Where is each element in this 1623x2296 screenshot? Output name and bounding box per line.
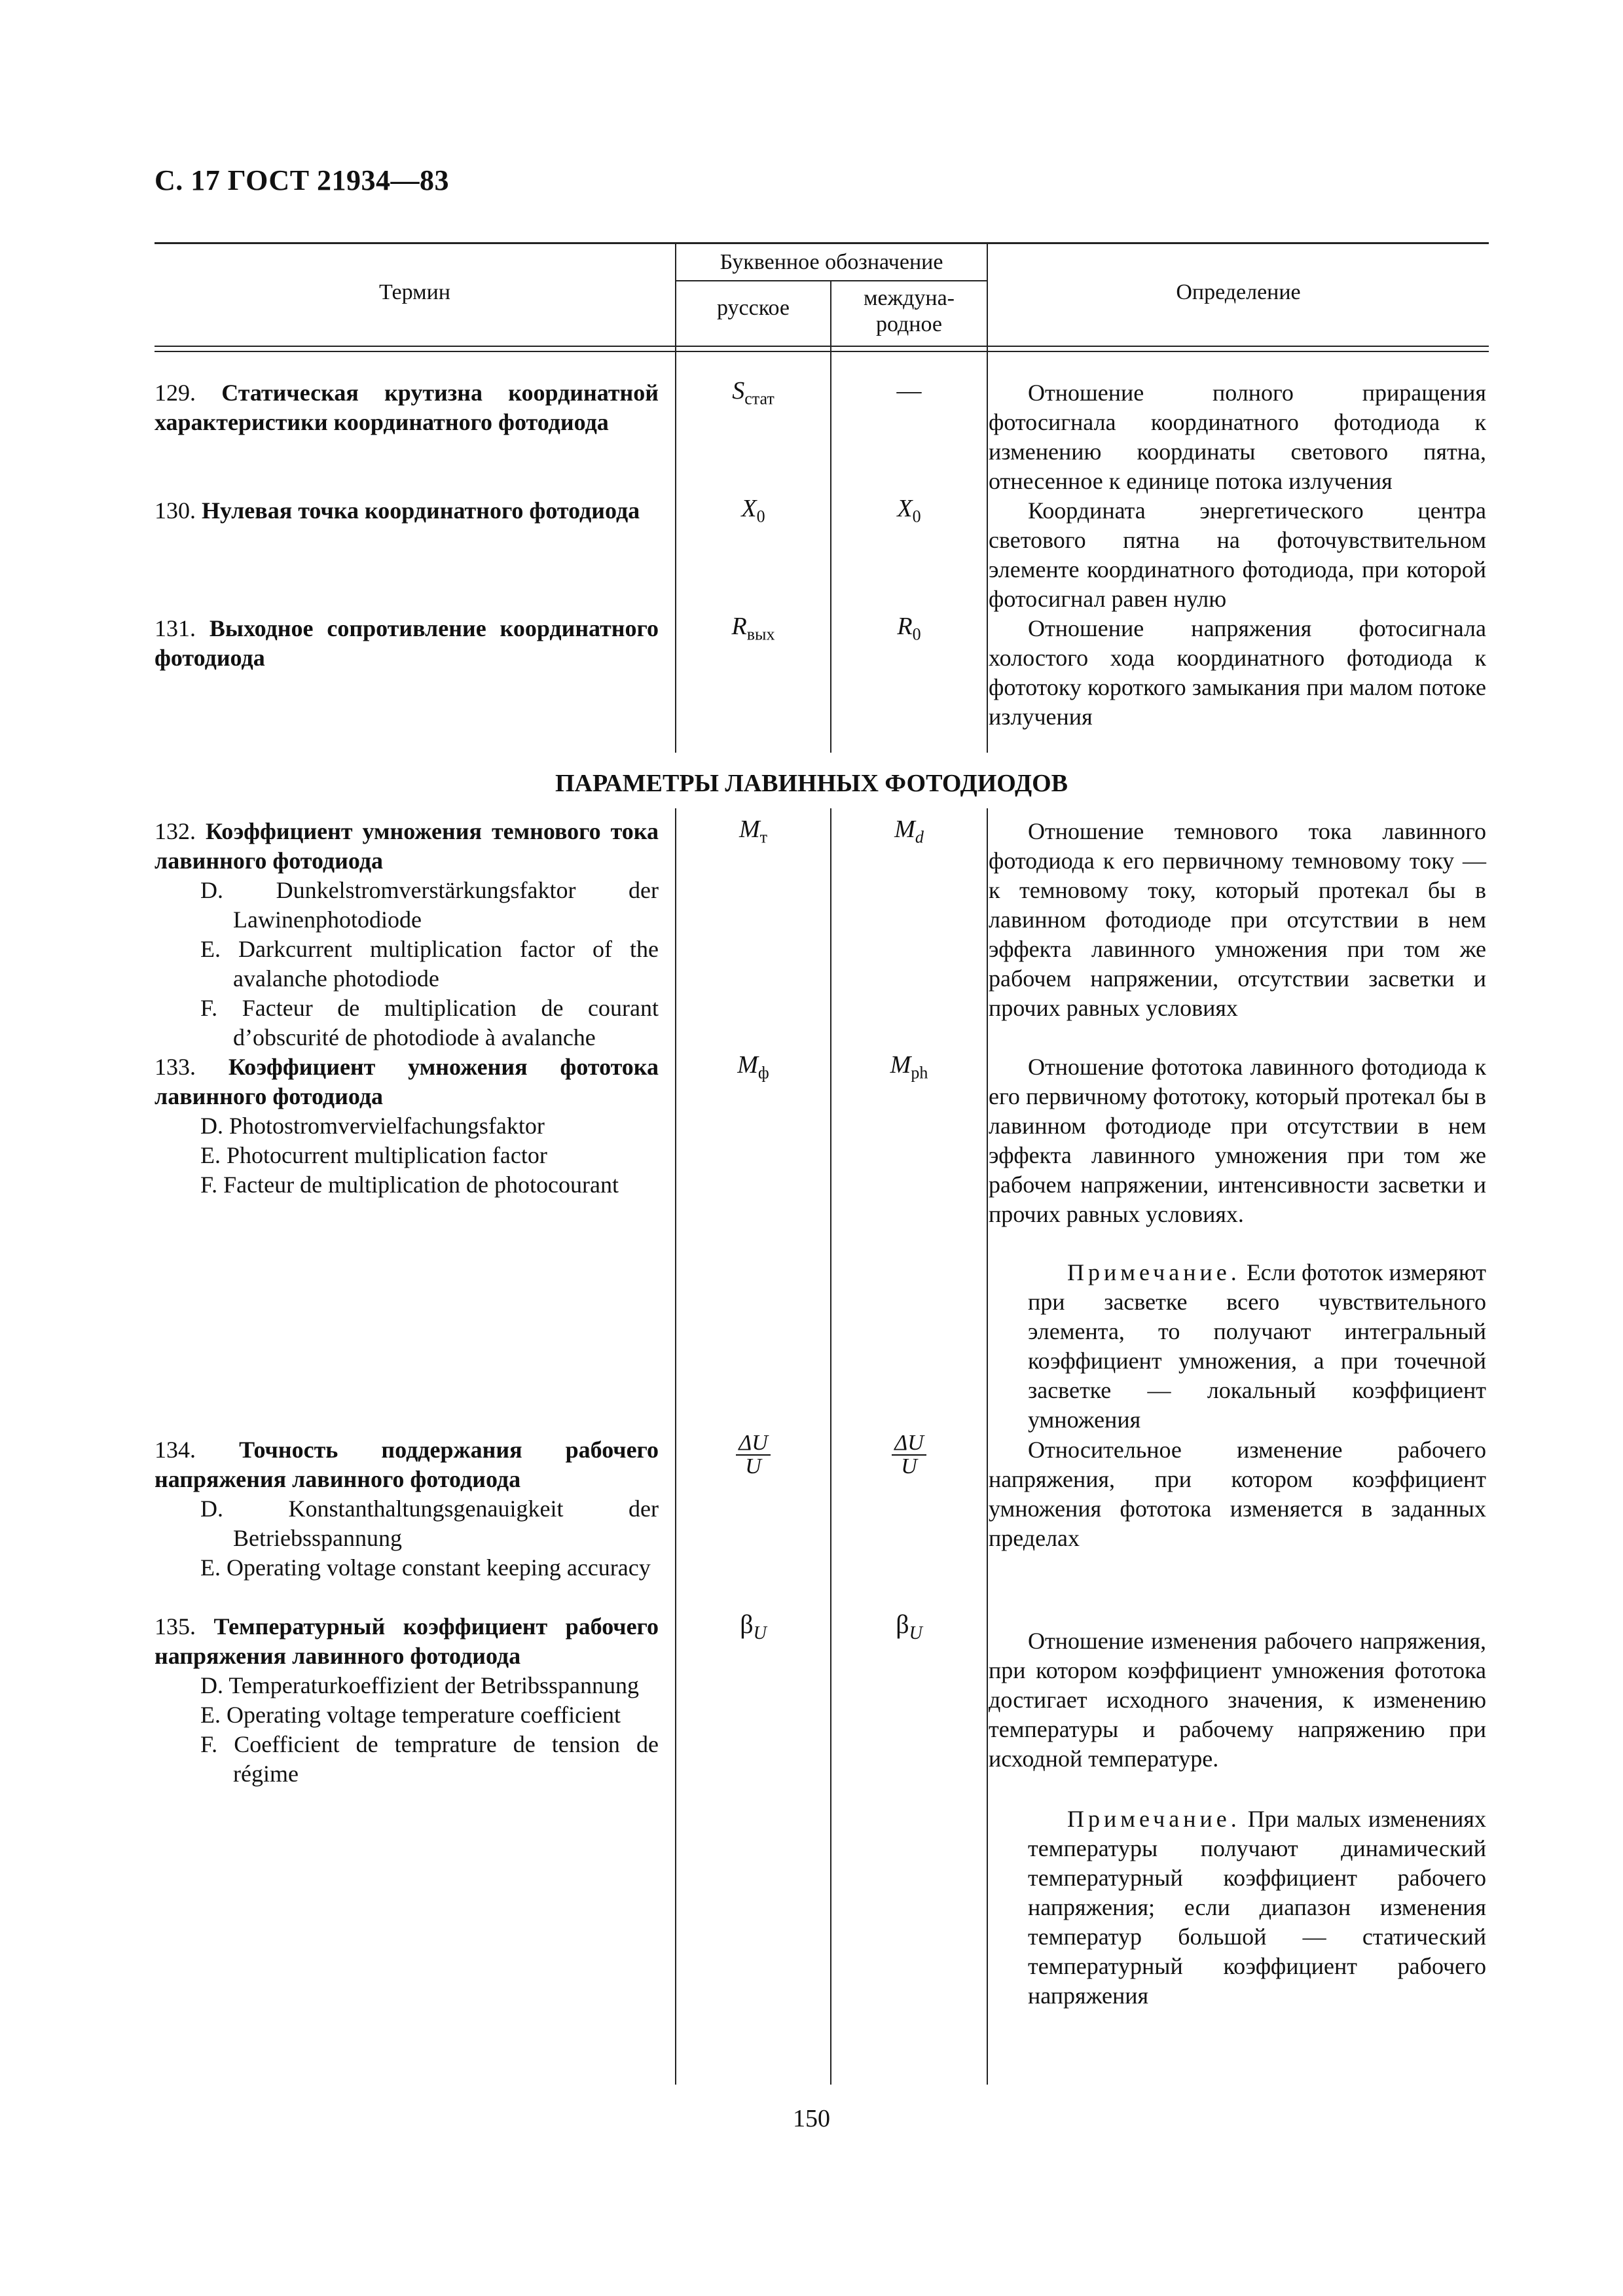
lang-german: D. Konstanthaltungsgenauigkeit der Betriebsspannung xyxy=(200,1496,659,1551)
fraction xyxy=(892,1432,926,1478)
symbol-sub: вых xyxy=(746,624,775,644)
lang-german: D. Dunkelstromverstärkungsfaktor der Lawinenphotodiode xyxy=(200,877,659,933)
definition-text: Отношение изменения рабочего напряжения, при котором коэффициент умножения фототока достигает исходного значения, к изменению температуры и рабочему напряжению при исходной температуре. xyxy=(989,1628,1486,1772)
term-number: 133. xyxy=(155,1054,196,1080)
term-name: Нулевая точка координатного фотодиода xyxy=(202,497,640,524)
symbol-main: X xyxy=(741,495,757,522)
symbol-main: R xyxy=(897,613,913,640)
note-133 xyxy=(1028,1258,1486,1435)
note-label: Примечание. xyxy=(1067,1259,1241,1285)
definition-130 xyxy=(989,496,1486,614)
subheader-rule xyxy=(675,280,988,281)
symbol-ru-134 xyxy=(676,1432,830,1480)
note-text xyxy=(1028,1258,1486,1435)
lang-german: D. Temperaturkoeffizient der Betribsspannung xyxy=(200,1672,639,1698)
term-number: 130. xyxy=(155,497,196,524)
foreign-equivalents-135 xyxy=(200,1671,659,1789)
note-label: Примечание. xyxy=(1067,1806,1241,1832)
symbol-ru-129 xyxy=(676,376,830,409)
col-divider-3-lower xyxy=(987,808,988,2085)
symbol-sub: ф xyxy=(757,1063,769,1083)
term-name: Коэффициент умножения фототока лавинного фотодиода xyxy=(155,1054,659,1109)
definition-text: Координата энергетического центра светового пятна на фоточувствительном элементе координатного фотодиода, при которой фотосигнал равен нулю xyxy=(989,497,1486,612)
term-130 xyxy=(155,496,659,526)
symbol-ru-133 xyxy=(676,1050,830,1083)
symbol-main xyxy=(740,1609,767,1643)
header-russian: русское xyxy=(716,296,790,320)
symbol-main: M xyxy=(894,816,915,843)
lang-french: F. Coefficient de temprature de tension de régime xyxy=(200,1731,659,1787)
foreign-equivalents-133 xyxy=(200,1111,659,1200)
symbol-int-130 xyxy=(831,494,987,527)
definition-132 xyxy=(989,817,1486,1023)
term-129 xyxy=(155,378,659,437)
symbol-sub: т xyxy=(759,827,768,847)
fraction-numerator: ΔU xyxy=(892,1432,926,1456)
symbol-ru-135 xyxy=(676,1609,830,1644)
fraction-numerator: ΔU xyxy=(736,1432,771,1456)
term-name: Выходное сопротивление координатного фотодиода xyxy=(155,615,659,671)
term-name: Температурный коэффициент рабочего напряжения лавинного фотодиода xyxy=(155,1613,659,1669)
fraction-denominator: U xyxy=(901,1454,917,1479)
term-133 xyxy=(155,1052,659,1111)
foreign-equivalents-132 xyxy=(200,876,659,1052)
note-body: При малых изменениях температуры получают динамический температурный коэффициент рабочего напряжения; если диапазон изменения температур большой — статический температурный коэффициент рабочего напряжения xyxy=(1028,1806,1486,2009)
symbol-ru-131 xyxy=(676,612,830,645)
lang-english: E. Darkcurrent multiplication factor of the avalanche photodiode xyxy=(200,936,659,992)
symbol-main: X xyxy=(897,495,913,522)
symbol-int-133 xyxy=(831,1050,987,1083)
page-number: 150 xyxy=(793,2105,830,2132)
header-definition: Определение xyxy=(1176,280,1301,304)
symbol-sub: U xyxy=(909,1623,922,1643)
symbol-letter: β xyxy=(896,1609,909,1639)
term-134 xyxy=(155,1435,659,1494)
lang-english: E. Operating voltage constant keeping accuracy xyxy=(200,1554,651,1581)
term-name: Коэффициент умножения темнового тока лавинного фотодиода xyxy=(155,818,659,874)
term-135 xyxy=(155,1612,659,1671)
symbol-int-134 xyxy=(831,1432,987,1480)
term-131 xyxy=(155,614,659,673)
definition-text: Относительное изменение рабочего напряжения, при котором коэффициент умножения фототока изменяется в заданных пределах xyxy=(989,1437,1486,1551)
lang-german: D. Photostromvervielfachungsfaktor xyxy=(200,1113,545,1139)
symbol-sub: ph xyxy=(911,1063,928,1083)
symbol-sub: стат xyxy=(744,389,775,408)
col-divider-3-upper xyxy=(987,242,988,753)
foreign-equivalents-134 xyxy=(200,1494,659,1583)
header-letter-designation: Буквенное обозначение xyxy=(720,250,943,274)
symbol-letter: β xyxy=(740,1609,754,1639)
note-body: Если фототок измеряют при засветке всего чувствительного элемента, то получают интегральный коэффициент умножения, а при точечной засветке — локальный коэффициент умножения xyxy=(1028,1259,1486,1433)
symbol-sub: 0 xyxy=(912,624,921,644)
fraction xyxy=(736,1432,771,1478)
symbol-int-129: — xyxy=(896,377,922,404)
definition-text: Отношение фототока лавинного фотодиода к его первичному фототоку, который протекал бы в лавинном фотодиоде при отсутствии в нем эффекта лавинного умножения при том же рабочем напряжении, интенсивности засветки и прочих равных условиях. xyxy=(989,1054,1486,1227)
symbol-int-135 xyxy=(831,1609,987,1644)
definition-131 xyxy=(989,614,1486,732)
symbol-sub: U xyxy=(753,1623,767,1643)
term-132 xyxy=(155,817,659,876)
lang-french: F. Facteur de multiplication de courant d’obscurité de photodiode à avalanche xyxy=(200,995,659,1050)
symbol-sub: 0 xyxy=(912,507,921,526)
symbol-ru-132 xyxy=(676,815,830,848)
header-term: Термин xyxy=(379,280,450,304)
table-top-rule xyxy=(155,242,1489,244)
term-name: Статическая крутизна координатной характеристики координатного фотодиода xyxy=(155,380,659,435)
definition-text: Отношение темнового тока лавинного фотодиода к его первичному темновому току — к темновому току, который протекал бы в лавинном фотодиоде при отсутствии в нем эффекта лавинного умножения при том же рабочем напряжении, отсутствии засветки и прочих равных условиях xyxy=(989,818,1486,1021)
symbol-main: M xyxy=(890,1051,911,1079)
header-international-line1: междуна- xyxy=(863,286,955,310)
term-number: 132. xyxy=(155,818,196,844)
definition-text: Отношение полного приращения фотосигнала координатного фотодиода к изменению координаты светового пятна, отнесенное к единице потока излучения xyxy=(989,380,1486,494)
term-number: 131. xyxy=(155,615,196,641)
definition-133 xyxy=(989,1052,1486,1229)
symbol-main: S xyxy=(732,377,745,404)
definition-129 xyxy=(989,378,1486,496)
definition-135 xyxy=(989,1626,1486,1774)
note-135 xyxy=(1028,1804,1486,2011)
definition-134 xyxy=(989,1435,1486,1553)
symbol-main: M xyxy=(739,816,760,843)
term-number: 134. xyxy=(155,1437,196,1463)
symbol-int-131 xyxy=(831,612,987,645)
header-international xyxy=(831,285,987,338)
symbol-sub: 0 xyxy=(756,507,765,526)
symbol-ru-130 xyxy=(676,494,830,527)
header-bottom-rule xyxy=(155,346,1489,347)
note-text xyxy=(1028,1804,1486,2011)
symbol-main: M xyxy=(737,1051,758,1079)
definition-text: Отношение напряжения фотосигнала холостого хода координатного фотодиода к фототоку короткого замыкания при малом потоке излучения xyxy=(989,615,1486,730)
lang-french: F. Facteur de multiplication de photocourant xyxy=(200,1172,619,1198)
header-bottom-rule-2 xyxy=(155,351,1489,352)
lang-english: E. Operating voltage temperature coefficient xyxy=(200,1702,621,1728)
term-number: 135. xyxy=(155,1613,196,1640)
header-international-line2: родное xyxy=(875,312,943,336)
term-number: 129. xyxy=(155,380,196,406)
term-name: Точность поддержания рабочего напряжения лавинного фотодиода xyxy=(155,1437,659,1492)
symbol-main xyxy=(896,1609,922,1643)
document-header: С. 17 ГОСТ 21934—83 xyxy=(155,164,450,196)
section-title: ПАРАМЕТРЫ ЛАВИННЫХ ФОТОДИОДОВ xyxy=(555,770,1068,797)
symbol-main: R xyxy=(731,613,747,640)
symbol-int-132 xyxy=(831,815,987,848)
lang-english: E. Photocurrent multiplication factor xyxy=(200,1142,547,1168)
symbol-sub: d xyxy=(915,827,924,847)
fraction-denominator: U xyxy=(745,1454,761,1479)
